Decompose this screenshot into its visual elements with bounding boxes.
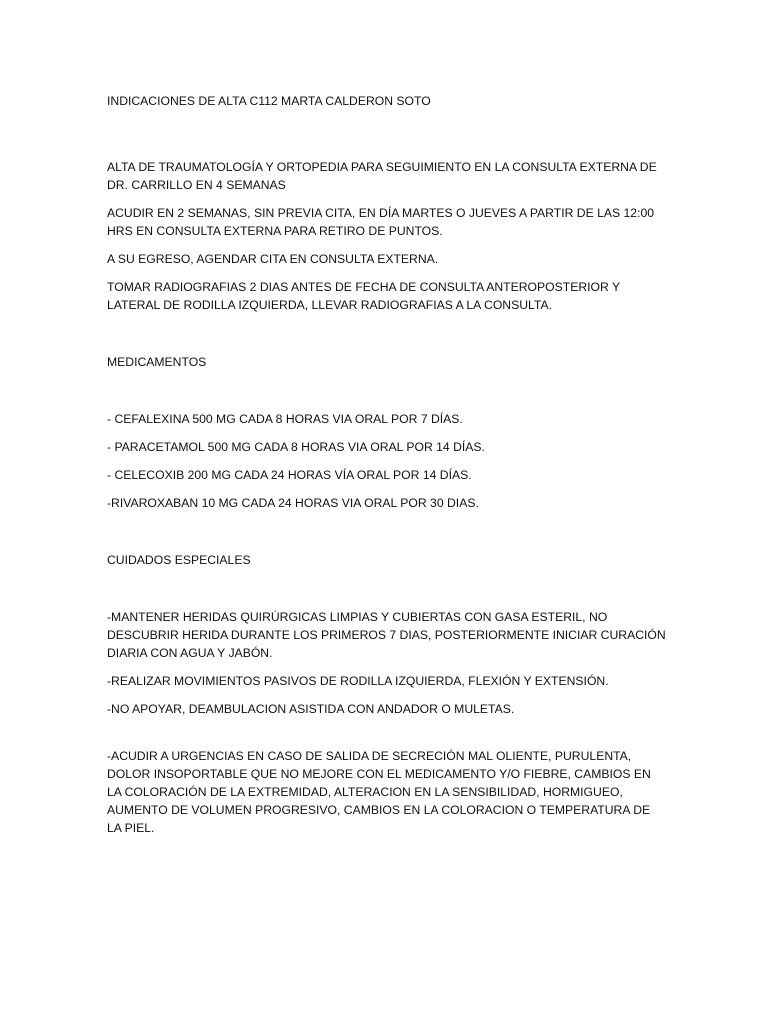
care-item: -NO APOYAR, DEAMBULACION ASISTIDA CON ANDADOR O MULETAS. (107, 702, 515, 716)
document-page (107, 92, 667, 837)
care-item: -MANTENER HERIDAS QUIRÚRGICAS LIMPIAS Y CUBIERTAS CON GASA ESTERIL, NO DESCUBRIR HERIDA DURANTE LOS PRIMEROS 7 DIAS, POSTERIORMENTE INICIAR CURACIÓN DIARIA CON AGUA Y JABÓN. (107, 610, 666, 660)
medication-item: - CEFALEXINA 500 MG CADA 8 HORAS VIA ORAL POR 7 DÍAS. (107, 412, 463, 426)
medication-item: -RIVAROXABAN 10 MG CADA 24 HORAS VIA ORAL POR 30 DIAS. (107, 496, 479, 510)
paragraph-appointment: A SU EGRESO, AGENDAR CITA EN CONSULTA EXTERNA. (107, 252, 439, 266)
care-item: -REALIZAR MOVIMIENTOS PASIVOS DE RODILLA IZQUIERDA, FLEXIÓN Y EXTENSIÓN. (107, 674, 609, 688)
paragraph-radiographs: TOMAR RADIOGRAFIAS 2 DIAS ANTES DE FECHA DE CONSULTA ANTEROPOSTERIOR Y LATERAL DE RODILLA IZQUIERDA, LLEVAR RADIOGRAFIAS A LA CONSULTA. (107, 280, 620, 312)
medication-item: - PARACETAMOL 500 MG CADA 8 HORAS VIA ORAL POR 14 DÍAS. (107, 440, 485, 454)
paragraph-discharge: ALTA DE TRAUMATOLOGÍA Y ORTOPEDIA PARA SEGUIMIENTO EN LA CONSULTA EXTERNA DE DR. CARRILLO EN 4 SEMANAS (107, 160, 657, 192)
urgent-note: -ACUDIR A URGENCIAS EN CASO DE SALIDA DE SECRECIÓN MAL OLIENTE, PURULENTA, DOLOR INSOPORTABLE QUE NO MEJORE CON EL MEDICAMENTO Y/O FIEBRE, CAMBIOS EN LA COLORACIÓN DE LA EXTREMIDAD, ALTERACION EN LA SENSIBILIDAD, HORMIGUEO, AUMENTO DE VOLUMEN PROGRESIVO, CAMBIOS EN LA COLORACION O TEMPERATURA DE LA PIEL. (107, 749, 651, 835)
paragraph-stitches: ACUDIR EN 2 SEMANAS, SIN PREVIA CITA, EN DÍA MARTES O JUEVES A PARTIR DE LAS 12:00 HRS EN CONSULTA EXTERNA PARA RETIRO DE PUNTOS. (107, 206, 655, 238)
care-heading: CUIDADOS ESPECIALES (107, 553, 251, 567)
medications-heading: MEDICAMENTOS (107, 355, 207, 369)
medication-item: - CELECOXIB 200 MG CADA 24 HORAS VÍA ORAL POR 14 DÍAS. (107, 468, 472, 482)
document-title: INDICACIONES DE ALTA C112 MARTA CALDERON SOTO (107, 94, 431, 108)
